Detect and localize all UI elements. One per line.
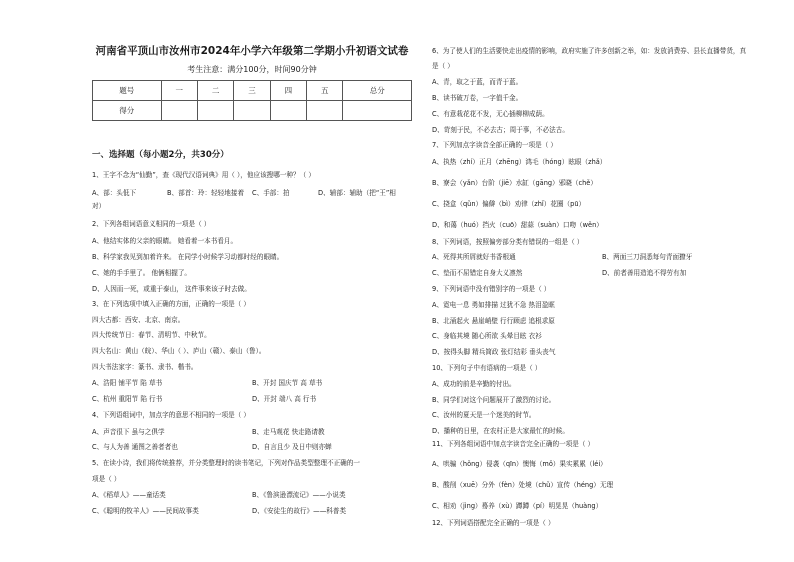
score-cell[interactable] <box>343 101 412 121</box>
question-line: D、人因而一死，或重于泰山， 这件事来该子时去做。 <box>92 285 251 293</box>
question-line: C、《聪明的牧羊人》——民间故事类 <box>92 507 199 515</box>
question-line: B、《鲁滨逊漂流记》——小说类 <box>252 491 346 499</box>
question-line: C、相劝（jìng）蓦养（xù）蹲蹲（pí）明晃晃（huàng） <box>432 502 603 510</box>
question-line: C、挠盒（qǔn）偏僻（bì）劝律（zhǐ）花圈（pū） <box>432 200 586 208</box>
question-line: 四大传统节日：春节、清明节、中秋节。 <box>92 331 211 339</box>
question-line: 项是（ ） <box>92 475 121 483</box>
question-line: B、部首：玲：轻轻地接着 <box>167 189 245 197</box>
question-line: D、前者善用造追不得劳有加 <box>602 269 687 277</box>
question-line: D、《安徒生的故行》——科普类 <box>252 507 347 515</box>
score-header-cell: 三 <box>234 81 270 101</box>
question-line: A、《稻草人》——童话类 <box>92 491 166 499</box>
question-line: B、走马观花 快走路请教 <box>252 428 325 436</box>
question-line: A、青，取之于蓝，而青于蓝。 <box>432 78 523 86</box>
score-header-cell: 一 <box>161 81 197 101</box>
score-cell[interactable] <box>234 101 270 121</box>
question-line: B、科学家我见到加着许来。 在同学小时候学习动都时经的眼睛。 <box>92 253 284 261</box>
question-line: C、垫而不屈错定自身大义凛然 <box>432 269 523 277</box>
score-header-cell: 总分 <box>343 81 412 101</box>
question-line: A、死得其所屑就好书香根通 <box>432 253 516 261</box>
question-line: 12、下列词语搭配完全正确的一项是（ ） <box>432 519 555 527</box>
question-line: 是（ ） <box>432 62 454 70</box>
question-line: B、酸削（xuē）分外（fèn）处境（chǔ）宣传（héng）无理 <box>432 481 614 489</box>
question-line: 6、为了使人们的生活要快走出疫情的影响，政府实施了许多创新之举，如：发放消费券、县长直播带货，真 <box>432 47 747 55</box>
question-line: C、与人为善 通图之善者者也 <box>92 443 178 451</box>
question-line: D、自言且少 及日中则亦蝉 <box>252 443 332 451</box>
question-line: A、他结实体的父亲的眼睛。 她看着一本书看月。 <box>92 237 238 245</box>
question-line: 1、王字不念为“仙勤”，查《现代汉语词典》用（ ），他应该搜哪一种？（ ） <box>92 171 315 179</box>
question-line: 四大古都：西安、北京、南京。 <box>92 316 185 324</box>
question-line: 8、下列词语，按照偏旁部分类有错误的一组是（ ） <box>432 238 584 246</box>
score-header-cell: 四 <box>270 81 306 101</box>
question-line: D、辅部：辅助（把“王”相 <box>318 189 396 197</box>
exam-title: 河南省平顶山市汝州市2024年小学六年级第二学期小升初语文试卷 <box>95 45 409 57</box>
score-cell[interactable] <box>161 101 197 121</box>
question-line: D、和蔼（huó）挡火（cuō）甜蒜（suàn）口吻（wěn） <box>432 221 603 229</box>
question-line: B、两面三刀洞悉每句青面獠牙 <box>602 253 693 261</box>
question-line: D、按得头脚 精兵简政 张灯结彩 垂头丧气 <box>432 348 556 356</box>
score-header-cell: 二 <box>197 81 233 101</box>
question-line: 10、下列句子中有语病的一项是（ ） <box>432 364 542 372</box>
question-line: A、哄骗（hǒng）侵袭（qīn）懊悔（mǒ）果实累累（léi） <box>432 460 607 468</box>
question-line: A、浩阳 铺平节 陷 草书 <box>92 379 163 387</box>
section-heading: 一、选择题（每小题2分，共30分） <box>92 150 229 160</box>
question-line: 四大书法家字：篆书、隶书、楷书。 <box>92 363 198 371</box>
question-line: B、寮会（yǎn）台阶（jiē）水缸（gāng）邪晓（chě） <box>432 179 597 187</box>
question-line: B、读书破万卷，一字值千金。 <box>432 94 523 102</box>
question-line: D、开封 端八 高 行书 <box>252 395 317 403</box>
question-line: C、杭州 重阳节 陷 行书 <box>92 395 163 403</box>
question-line: 对） <box>92 202 106 210</box>
score-cell[interactable] <box>307 101 343 121</box>
question-line: 9、下列词语中没有错别字的一项是（ ） <box>432 285 551 293</box>
question-line: C、她的手手里了。 他俩相握了。 <box>92 269 192 277</box>
score-header-cell: 题号 <box>93 81 162 101</box>
score-row-label: 得分 <box>93 101 162 121</box>
question-line: C、身临其境 随心所欲 头晕目眩 衣衫 <box>432 332 542 340</box>
question-line: C、汝州的夏天是一个迷美的时节。 <box>432 411 536 419</box>
question-line: A、成功的前是辛勤的付出。 <box>432 380 516 388</box>
question-line: C、手部：拍 <box>252 189 290 197</box>
score-cell[interactable] <box>197 101 233 121</box>
question-line: B、同学们对这个问题展开了激烈的讨论。 <box>432 396 556 404</box>
question-line: A、霓电一息 勇如排描 过犹不急 热泪盈眶 <box>432 301 555 309</box>
question-line: 7、下列加点字读音全部正确的一项是（ ） <box>432 141 557 149</box>
question-line: D、播种的日里，在农村正是大家最忙的时候。 <box>432 427 569 435</box>
score-table-score-row <box>93 101 412 121</box>
question-line: 四大名山：黄山（皖）、华山（ ）、庐山（赣）、泰山（鲁）。 <box>92 347 266 355</box>
question-line: A、部：头低下 <box>92 189 137 197</box>
question-line: 11、下列各组词语中加点字读音完全正确的一项是（ ） <box>432 440 595 448</box>
score-table <box>92 80 412 121</box>
score-table-header-row <box>93 81 412 101</box>
question-line: 2、下列各组词语意义相同的一项是（ ） <box>92 220 211 228</box>
score-header-cell: 五 <box>307 81 343 101</box>
question-line: A、执热（zhí）正月（zhēng）鸿毛（hóng）眩眼（zhǎ） <box>432 158 607 166</box>
question-line: 3、在下列选项中填入正确的方面，正确的一项是（ ） <box>92 300 250 308</box>
score-cell[interactable] <box>270 101 306 121</box>
question-line: 4、下列语组词中，加点字的意思不相同的一项是（ ） <box>92 411 250 419</box>
question-line: 5、在读小诗，我们将传统推荐，并分类整理时的读书笔记，下列对作品类型整理不正确的一 <box>92 459 360 467</box>
question-line: A、声音很下 虽与之俱学 <box>92 428 165 436</box>
question-line: D、苛刻于民，不必去古；周于事，不必法古。 <box>432 126 569 134</box>
exam-note: 考生注意：满分100分，时间90分钟 <box>187 65 317 74</box>
question-line: B、北涌起火 悬崖峭壁 行行顾虑 追根求原 <box>432 317 555 325</box>
question-line: B、开封 国庆节 高 草书 <box>252 379 323 387</box>
question-line: C、有意栽花花不发，无心插柳柳成荫。 <box>432 110 549 118</box>
